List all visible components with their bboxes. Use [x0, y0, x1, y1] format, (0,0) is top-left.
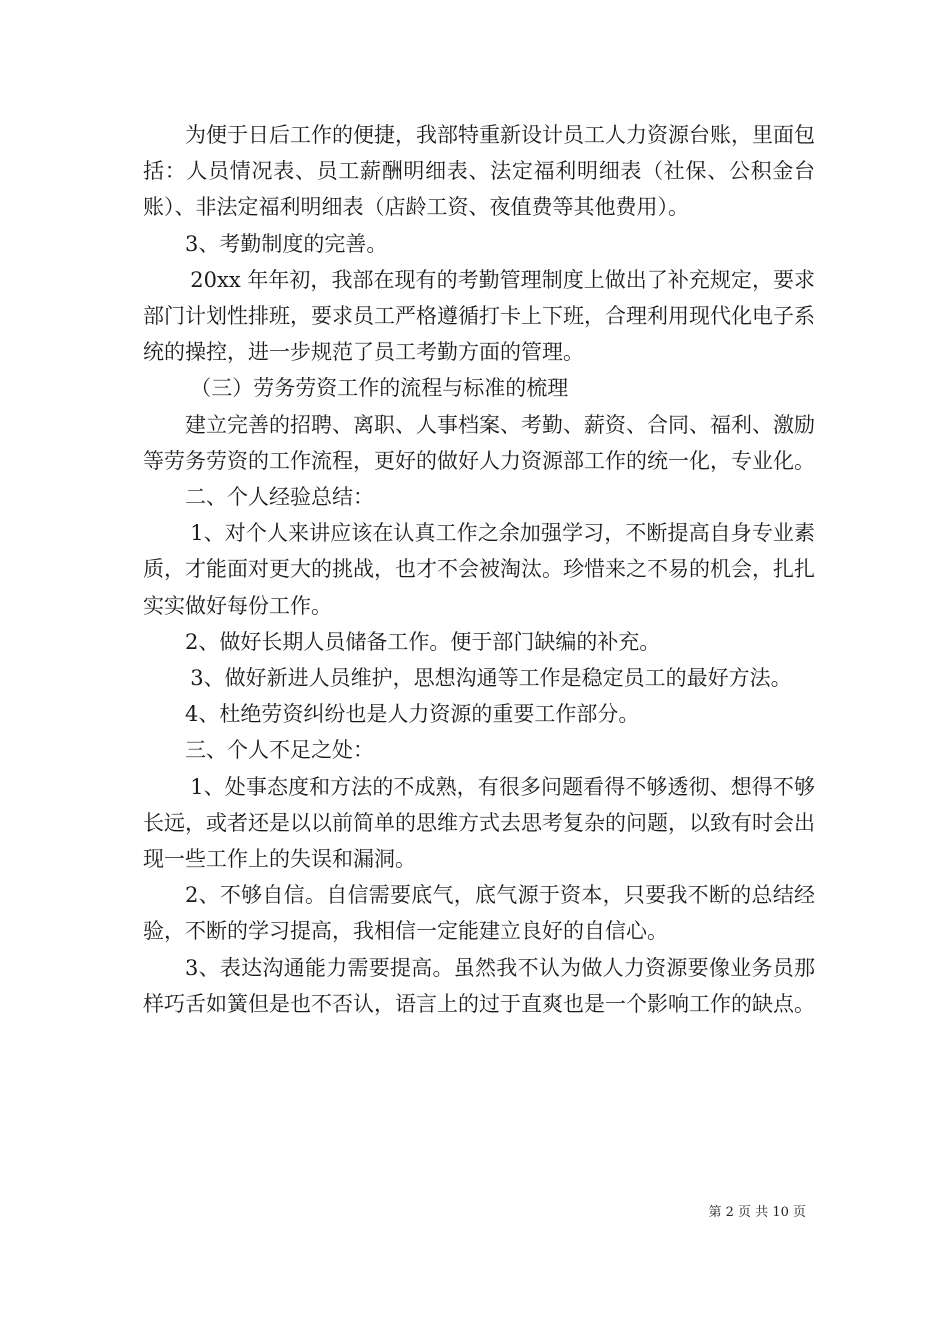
paragraph-shortcomings-heading: 三、个人不足之处：	[185, 738, 374, 763]
paragraph-shortcoming-1: 1、处事态度和方法的不成熟，有很多问题看得不够透彻、想得不够长远，或者还是以以前简单的思维方式去思考复杂的问题，以致有时会出现一些工作上的失误和漏洞。	[143, 774, 815, 872]
paragraph-experience-heading: 二、个人经验总结：	[185, 485, 374, 510]
paragraph-hr-ledger: 为便于日后工作的便捷，我部特重新设计员工人力资源台账，里面包括：人员情况表、员工薪酬明细表、法定福利明细表（社保、公积金台账）、非法定福利明细表（店龄工资、夜值费等其他费用）。	[143, 123, 815, 220]
paragraph-shortcoming-3: 3、表达沟通能力需要提高。虽然我不认为做人力资源要像业务员那样巧舌如簧但是也不否认，语言上的过于直爽也是一个影响工作的缺点。	[143, 955, 815, 1016]
document-body	[143, 117, 815, 1022]
paragraph-experience-3: 3、做好新进人员维护，思想沟通等工作是稳定员工的最好方法。	[190, 666, 792, 691]
paragraph-section-three-heading: （三）劳务劳资工作的流程与标准的梳理	[190, 376, 569, 401]
paragraph-experience-4: 4、杜绝劳资纠纷也是人力资源的重要工作部分。	[185, 702, 640, 727]
paragraph-attendance-detail: 20xx 年年初，我部在现有的考勤管理制度上做出了补充规定，要求部门计划性排班，要求员工严格遵循打卡上下班，合理利用现代化电子系统的操控，进一步规范了员工考勤方面的管理。	[143, 267, 815, 365]
paragraph-workflow: 建立完善的招聘、离职、人事档案、考勤、薪资、合同、福利、激励等劳务劳资的工作流程，更好的做好人力资源部工作的统一化，专业化。	[143, 412, 815, 473]
paragraph-attendance-heading: 3、考勤制度的完善。	[185, 231, 388, 256]
paragraph-shortcoming-2: 2、不够自信。自信需要底气，底气源于资本，只要我不断的总结经验，不断的学习提高，我相信一定能建立良好的自信心。	[143, 883, 815, 944]
paragraph-experience-2: 2、做好长期人员储备工作。便于部门缺编的补充。	[185, 629, 661, 654]
page-number-footer: 第 2 页 共 10 页	[708, 1205, 806, 1220]
paragraph-experience-1: 1、对个人来讲应该在认真工作之余加强学习，不断提高自身专业素质，才能面对更大的挑战，也才不会被淘汰。珍惜来之不易的机会，扎扎实实做好每份工作。	[143, 521, 815, 618]
